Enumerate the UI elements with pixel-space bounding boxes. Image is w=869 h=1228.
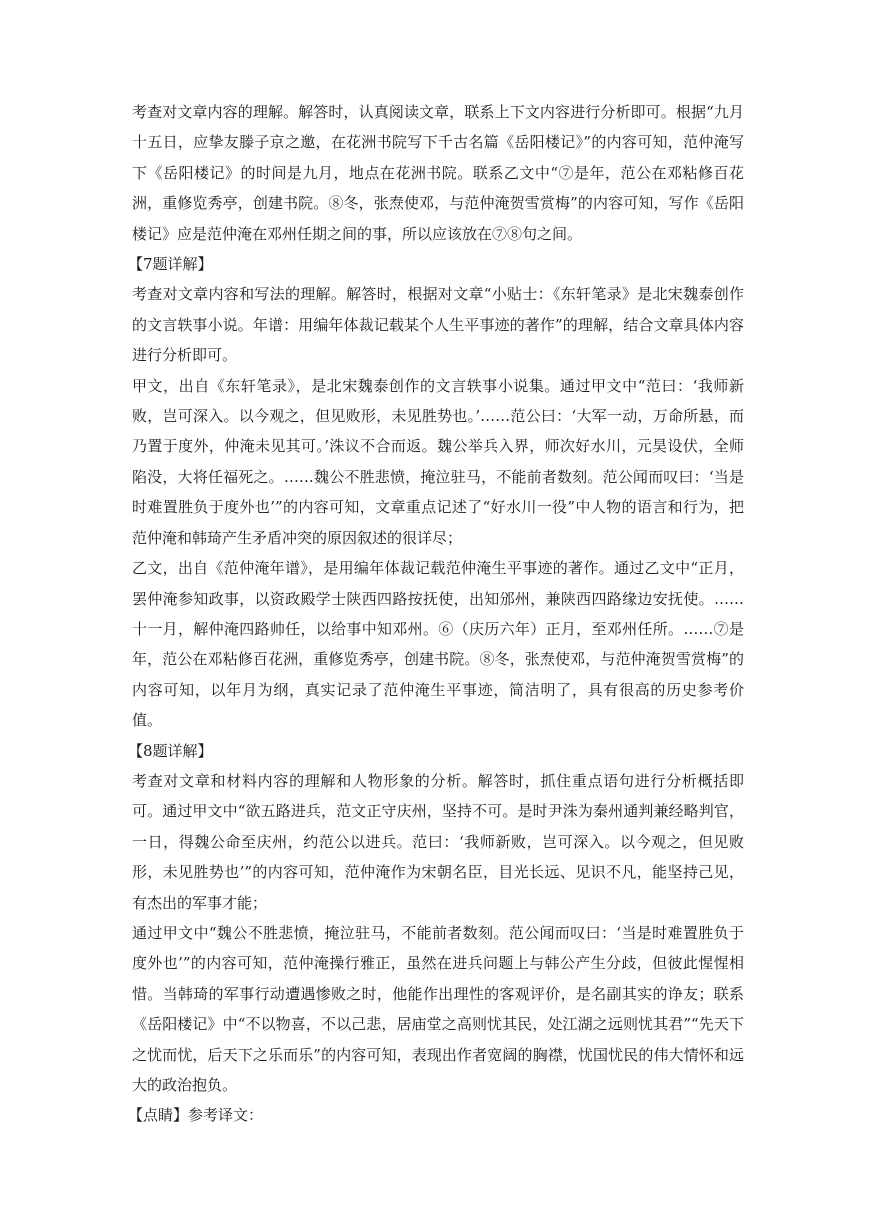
paragraph-q7-text-b: 乙文，出自《范仲淹年谱》，是用编年体裁记载范仲淹生平事迹的著作。通过乙文中“正月，罢仲淹参知政事，以资政殿学士陕西四路按抚使，出知邠州，兼陕西四路缘边安抚使。……十一月，解仲淹四路帅任，以给事中知邓州。⑥（庆历六年）正月，至邓州任所。……⑦是年，范公在邓粘修百花洲，重修览秀亭，创建书院。⑧冬，张焘使邓，与范仲淹贺雪赏梅”的内容可知，以年月为纲，真实记录了范仲淹生平事迹，简洁明了，具有很高的历史参考价值。 (132, 559, 744, 730)
heading-q8-explanation: 【8题详解】 (128, 741, 213, 760)
paragraph-q8-intro: 考查对文章和材料内容的理解和人物形象的分析。解答时，抓住重点语句进行分析概括即可。通过甲文中“欲五路进兵，范文正守庆州，坚持不可。是时尹洙为秦州通判兼经略判官，一日，得魏公命至庆州，约范公以进兵。范曰：‘我师新败，岂可深入。以今观之，但见败形，未见胜势也’”的内容可知，范仲淹作为宋朝名臣，目光长远、见识不凡，能坚持己见，有杰出的军事才能； (132, 771, 744, 912)
paragraph-q7-intro: 考查对文章内容和写法的理解。解答时，根据对文章“小贴士：《东轩笔录》是北宋魏泰创作的文言轶事小说。年谱：用编年体裁记载某个人生平事迹的著作”的理解，结合文章具体内容进行分析即可。 (132, 285, 744, 365)
paragraph-q8-analysis: 通过甲文中“魏公不胜悲愤，掩泣驻马，不能前者数刻。范公闻而叹曰：‘当是时难置胜负于度外也’”的内容可知，范仲淹操行雅正，虽然在进兵问题上与韩公产生分歧，但彼此惺惺相惜。当韩琦的军事行动遭遇惨败之时，他能作出理性的客观评价，是名副其实的诤友；联系《岳阳楼记》中“不以物喜，不以己悲，居庙堂之高则忧其民，处江湖之远则忧其君”“先天下之忧而忧，后天下之乐而乐”的内容可知，表现出作者宽阔的胸襟，忧国忧民的伟大情怀和远大的政治抱负。 (132, 923, 744, 1094)
document-body (128, 97, 744, 1131)
heading-q7-explanation: 【7题详解】 (128, 255, 213, 274)
paragraph-yueyanglouji-timing: 考查对文章内容的理解。解答时，认真阅读文章，联系上下文内容进行分析即可。根据“九月十五日，应挚友滕子京之邀，在花洲书院写下千古名篇《岳阳楼记》”的内容可知，范仲淹写下《岳阳楼记》的时间是九月，地点在花洲书院。联系乙文中“⑦是年，范公在邓粘修百花洲，重修览秀亭，创建书院。⑧冬，张焘使邓，与范仲淹贺雪赏梅”的内容可知，写作《岳阳楼记》应是范仲淹在邓州任期之间的事，所以应该放在⑦⑧句之间。 (132, 103, 744, 243)
heading-dianjing-translation: 【点睛】参考译文： (128, 1106, 264, 1125)
paragraph-q7-text-a: 甲文，出自《东轩笔录》，是北宋魏泰创作的文言轶事小说集。通过甲文中“范曰：‘我师新败，岂可深入。以今观之，但见败形，未见胜势也。’……范公曰：‘大军一动，万命所悬，而乃置于度外，仲淹未见其可。’洙议不合而返。魏公举兵入界，师次好水川，元昊设伏，全师陷没，大将任福死之。……魏公不胜悲愤，掩泣驻马，不能前者数刻。范公闻而叹曰：‘当是时难置胜负于度外也’”的内容可知，文章重点记述了“好水川一役”中人物的语言和行为，把范仲淹和韩琦产生矛盾冲突的原因叙述的很详尽； (132, 376, 744, 547)
